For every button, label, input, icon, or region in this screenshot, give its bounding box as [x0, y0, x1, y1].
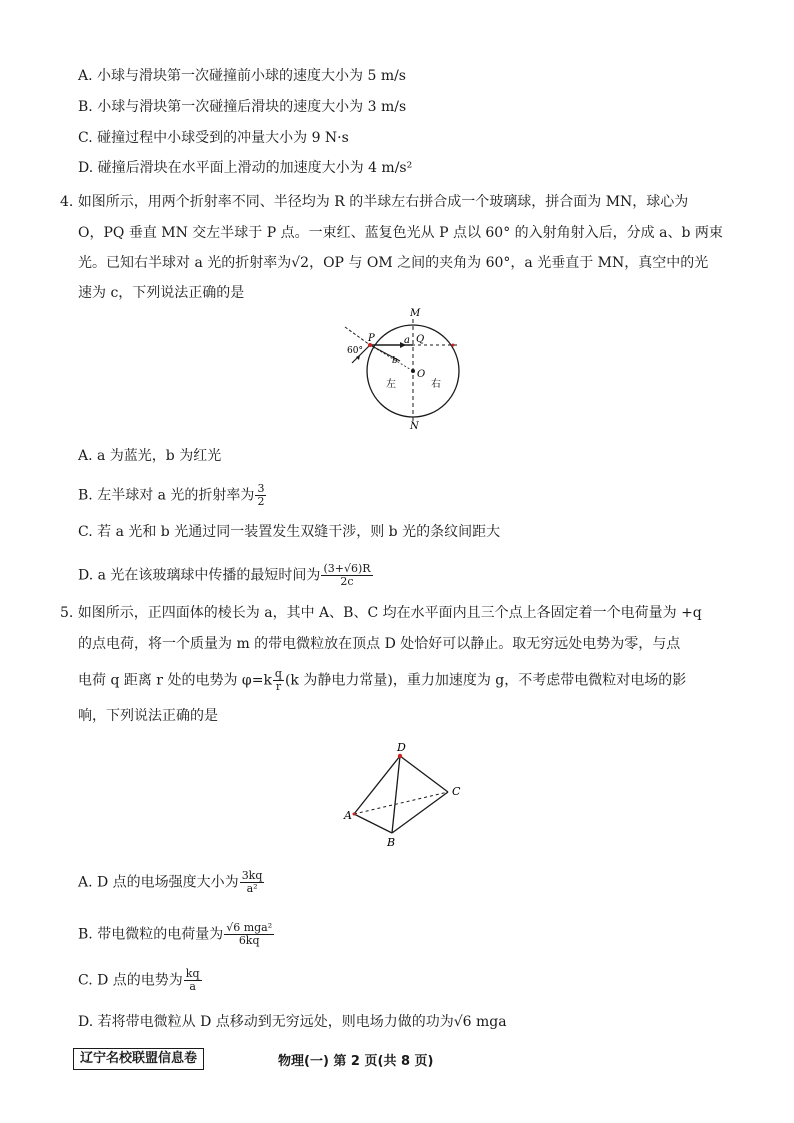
q4-stem-line-4: 速为 c，下列说法正确的是: [78, 285, 245, 301]
label-m: M: [410, 308, 421, 319]
footer-series-label: 辽宁名校联盟信息卷: [73, 1048, 204, 1070]
q3-option-b: B. 小球与滑块第一次碰撞后滑块的速度大小为 3 m/s: [78, 99, 407, 115]
q4-option-b-text: B. 左半球对 a 光的折射率为: [78, 487, 255, 504]
q4-option-d-fraction: [321, 563, 372, 588]
footer-page-info: 物理(一) 第 2 页(共 8 页): [278, 1054, 434, 1069]
q4-stem-line-2: O，PQ 垂直 MN 交左半球于 P 点。一束红、蓝复色光从 P 点以 60° 的入射角射入后，分成 a、b 两束: [78, 225, 723, 241]
q4-option-d-num: (3+√6)R: [323, 562, 371, 575]
label-left: 左: [386, 379, 396, 390]
q5-option-c: [78, 968, 203, 993]
q5-option-b-fraction: [224, 922, 274, 947]
q4-option-d-den: 2c: [340, 575, 354, 588]
q5-option-b: [78, 922, 275, 947]
q4-option-b-den: 2: [257, 495, 265, 508]
q5-potential-den: r: [275, 680, 282, 693]
q5-option-a: [78, 870, 265, 895]
q4-option-a: A. a 为蓝光，b 为红光: [78, 448, 222, 464]
q5-option-d: D. 若将带电微粒从 D 点移动到无穷远处，则电场力做的功为√6 mga: [78, 1014, 507, 1030]
q5-stem-line-1: 5. 如图所示，正四面体的棱长为 a，其中 A、B、C 均在水平面内且三个点上各固定着一个电荷量为 +q: [60, 605, 702, 621]
q4-glass-sphere-figure: [330, 305, 470, 430]
q5-option-b-num: √6 mga²: [226, 921, 273, 934]
q3-option-d: D. 碰撞后滑块在水平面上滑动的加速度大小为 4 m/s²: [78, 160, 413, 176]
label-angle: 60°: [347, 346, 363, 356]
label-c-vertex: C: [452, 785, 461, 798]
q3-option-c: C. 碰撞过程中小球受到的冲量大小为 9 N·s: [78, 130, 349, 146]
q4-stem-line-1: 4. 如图所示，用两个折射率不同、半径均为 R 的半球左右拼合成一个玻璃球，拼合面为 MN，球心为: [60, 194, 689, 210]
label-p: P: [368, 333, 375, 344]
label-right: 右: [431, 379, 441, 390]
q5-option-a-num: 3kq: [241, 869, 263, 882]
label-a: a: [404, 335, 410, 346]
q3-option-a: A. 小球与滑块第一次碰撞前小球的速度大小为 5 m/s: [78, 68, 406, 84]
q4-option-c: C. 若 a 光和 b 光通过同一装置发生双缝干涉，则 b 光的条纹间距大: [78, 524, 501, 540]
q4-option-b-num: 3: [257, 482, 265, 495]
q5-option-c-fraction: [184, 968, 202, 993]
q5-potential-num: q: [274, 667, 282, 680]
q5-stem-line-4: 响，下列说法正确的是: [78, 708, 218, 724]
q5-option-c-num: kq: [185, 967, 200, 980]
q4-option-d-text: D. a 光在该玻璃球中传播的最短时间为: [78, 567, 321, 584]
label-q: Q: [416, 334, 425, 345]
q4-option-b: [78, 483, 267, 508]
q4-option-b-fraction: [255, 483, 266, 508]
q5-stem-line-3-prefix: 电荷 q 距离 r 处的电势为 φ=k: [78, 672, 272, 689]
q5-option-b-den: 6kq: [238, 934, 260, 947]
label-a-vertex: A: [344, 809, 352, 822]
q5-tetrahedron-figure: [340, 738, 465, 850]
q5-option-b-text: B. 带电微粒的电荷量为: [78, 926, 224, 943]
label-d: D: [397, 741, 406, 754]
q5-option-a-text: A. D 点的电场强度大小为: [78, 874, 239, 891]
label-b: b: [392, 356, 398, 366]
q5-stem-line-2: 的点电荷，将一个质量为 m 的带电微粒放在顶点 D 处恰好可以静止。取无穷远处电势为零，与点: [78, 636, 681, 652]
q5-option-a-fraction: [240, 870, 265, 895]
label-b-vertex: B: [387, 836, 396, 849]
q5-stem-line-3-suffix: (k 为静电力常量)，重力加速度为 g，不考虑带电微粒对电场的影: [284, 672, 687, 689]
q5-option-a-den: a²: [246, 882, 258, 895]
label-o: O: [417, 369, 426, 380]
q4-option-d: [78, 563, 374, 588]
q5-stem-line-3: [78, 668, 686, 693]
q5-option-c-text: C. D 点的电势为: [78, 972, 183, 989]
q4-stem-line-3: 光。已知右半球对 a 光的折射率为√2，OP 与 OM 之间的夹角为 60°，a 光垂直于 MN，真空中的光: [78, 255, 709, 271]
q5-potential-fraction: [273, 668, 284, 693]
q5-option-c-den: a: [189, 980, 196, 993]
label-n: N: [410, 421, 419, 430]
